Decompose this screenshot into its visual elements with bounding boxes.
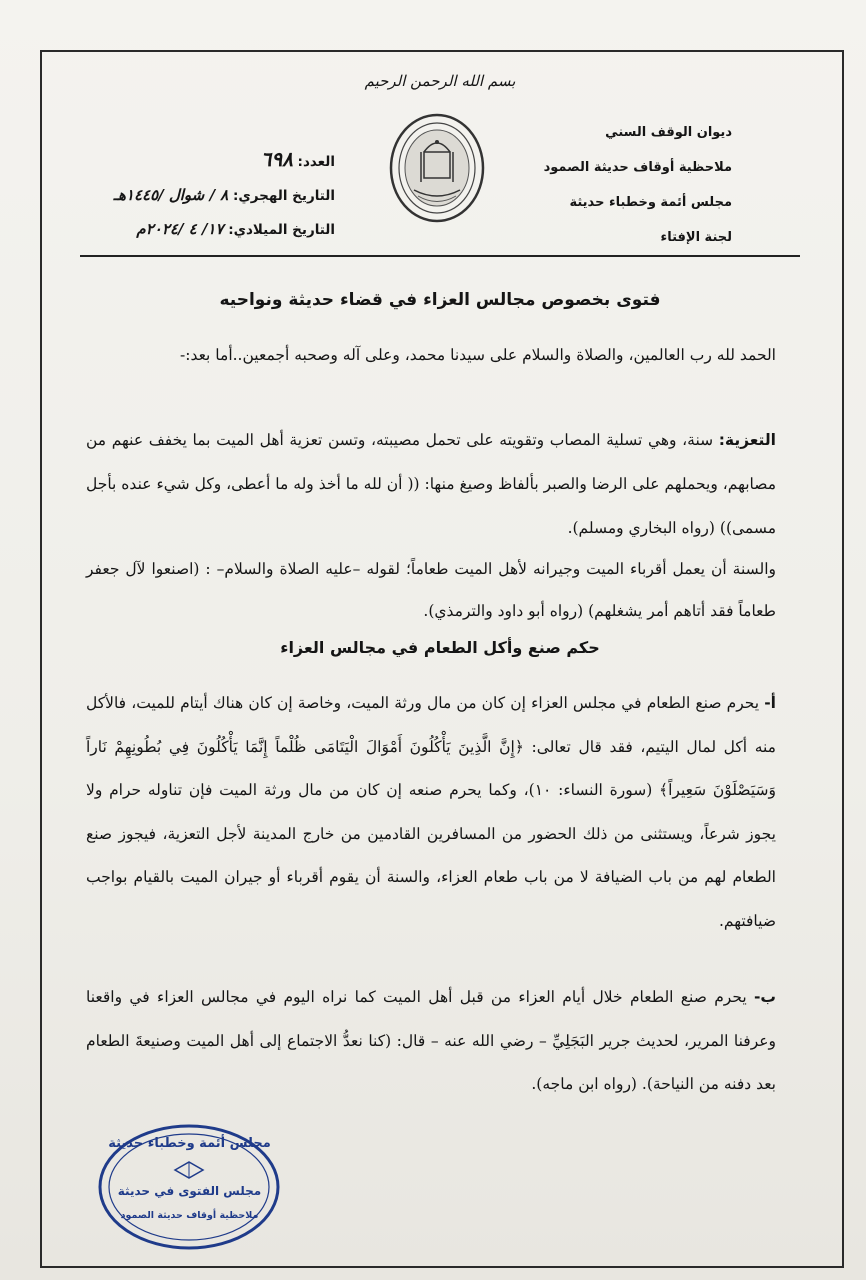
gregorian-date-row	[95, 213, 335, 247]
seal-line-council: مجلس أئمة وخطباء حديثة	[108, 1136, 271, 1151]
fatwa-title: فتوى بخصوص مجالس العزاء في قضاء حديثة ونواحيه	[219, 290, 661, 310]
org-line-council: مجلس أئمة وخطباء حديثة	[569, 195, 732, 210]
intro-paragraph: الحمد لله رب العالمين، والصلاة والسلام على سيدنا محمد، وعلى آله وصحبه أجمعين..أما بعد:-	[179, 346, 776, 364]
hijri-date-label: التاريخ الهجري:	[232, 188, 335, 204]
org-line-directorate: ملاحظية أوقاف حديثة الصمود	[543, 160, 732, 175]
ministry-logo-emblem	[388, 112, 486, 224]
item-a-marker: أ-	[764, 694, 776, 712]
reference-number-label: العدد:	[297, 154, 335, 170]
item-b-text: يحرم صنع الطعام خلال أيام العزاء من قبل أهل الميت كما نراه اليوم في مجالس العزاء في واقعنا وعرفنا المرير، لحديث جرير البَجَلِيِّ – رضي الله عنه – قال: (كنا نعدُّ الاجتماع إلى أهل الميت وصنيعةَ الطعام بعد دفنه من النياحة). (رواه ابن ماجه).	[86, 988, 776, 1093]
reference-number-row	[95, 143, 335, 179]
hijri-date-row	[95, 179, 335, 213]
basmala: بسم الله الرحمن الرحيم	[364, 72, 516, 90]
item-a-text: يحرم صنع الطعام في مجلس العزاء إن كان من مال ورثة الميت، وخاصة إن كان هناك أيتام للميت، فالأكل منه أكل لمال اليتيم، فقد قال تعالى: ﴿إِنَّ الَّذِينَ يَأْكُلُونَ أَمْوَالَ الْيَتَامَى ظُلْماً إِنَّمَا يَأْكُلُونَ فِي بُطُونِهِمْ نَاراً وَسَيَصْلَوْنَ سَعِيراً﴾ (سورة النساء: ١٠)، وكما يحرم صنعه إن كان من مال ورثة الميت فإن تناوله حرام ولا يجوز شرعاً، ويستثنى من ذلك الحضور من المسافرين القادمين من خارج المدينة لأجل التعزية، فيجوز صنع الطعام لهم من باب الضيافة لا من باب طعام العزاء، والسنة أن يقوم أقرباء أو جيران الميت بالقيام بواجب ضيافتهم.	[86, 694, 776, 930]
sunnah-paragraph: والسنة أن يعمل أقرباء الميت وجيرانه لأهل الميت طعاماً؛ لقوله –عليه الصلاة والسلام– : (اصنعوا لآل جعفر طعاماً فقد أتاهم أمر يشغلهم) (رواه أبو داود والترمذي).	[86, 560, 776, 620]
seal-line-directorate: ملاحظية أوقاف حديثة الصمود	[120, 1210, 259, 1221]
item-b-paragraph	[86, 976, 776, 1107]
reference-number-value: ٦٩٨	[260, 147, 293, 171]
taziya-label: التعزية:	[718, 431, 776, 449]
hijri-date-value: ٨ / شوال /١٤٤٥هـ	[113, 186, 229, 204]
item-b-marker: ب-	[753, 988, 776, 1006]
taziya-paragraph	[86, 418, 776, 550]
org-line-ministry: ديوان الوقف السني	[605, 125, 732, 140]
seal-line-fatwa: مجلس الفتوى في حديثة	[117, 1184, 262, 1198]
org-line-committee: لجنة الإفتاء	[660, 230, 732, 245]
gregorian-date-label: التاريخ الميلادي:	[228, 222, 335, 238]
taziya-text: سنة، وهي تسلية المصاب وتقويته على تحمل مصيبته، وتسن تعزية أهل الميت بما يخفف عنهم من مصابهم، ويحملهم على الرضا والصبر بألفاظ وصيغ منها: (( أن لله ما أخذ وله ما أعطى، وكل شيء عنده بأجل مسمى)) (رواه البخاري ومسلم).	[86, 431, 776, 537]
header-divider	[80, 255, 800, 257]
reference-block	[95, 143, 335, 247]
gregorian-date-value: ١٧/ ٤ /٢٠٢٤م	[136, 220, 224, 238]
organization-header	[512, 115, 732, 255]
item-a-paragraph	[86, 682, 776, 943]
section-title: حكم صنع وأكل الطعام في مجالس العزاء	[280, 638, 600, 657]
council-seal-text	[97, 1122, 282, 1252]
